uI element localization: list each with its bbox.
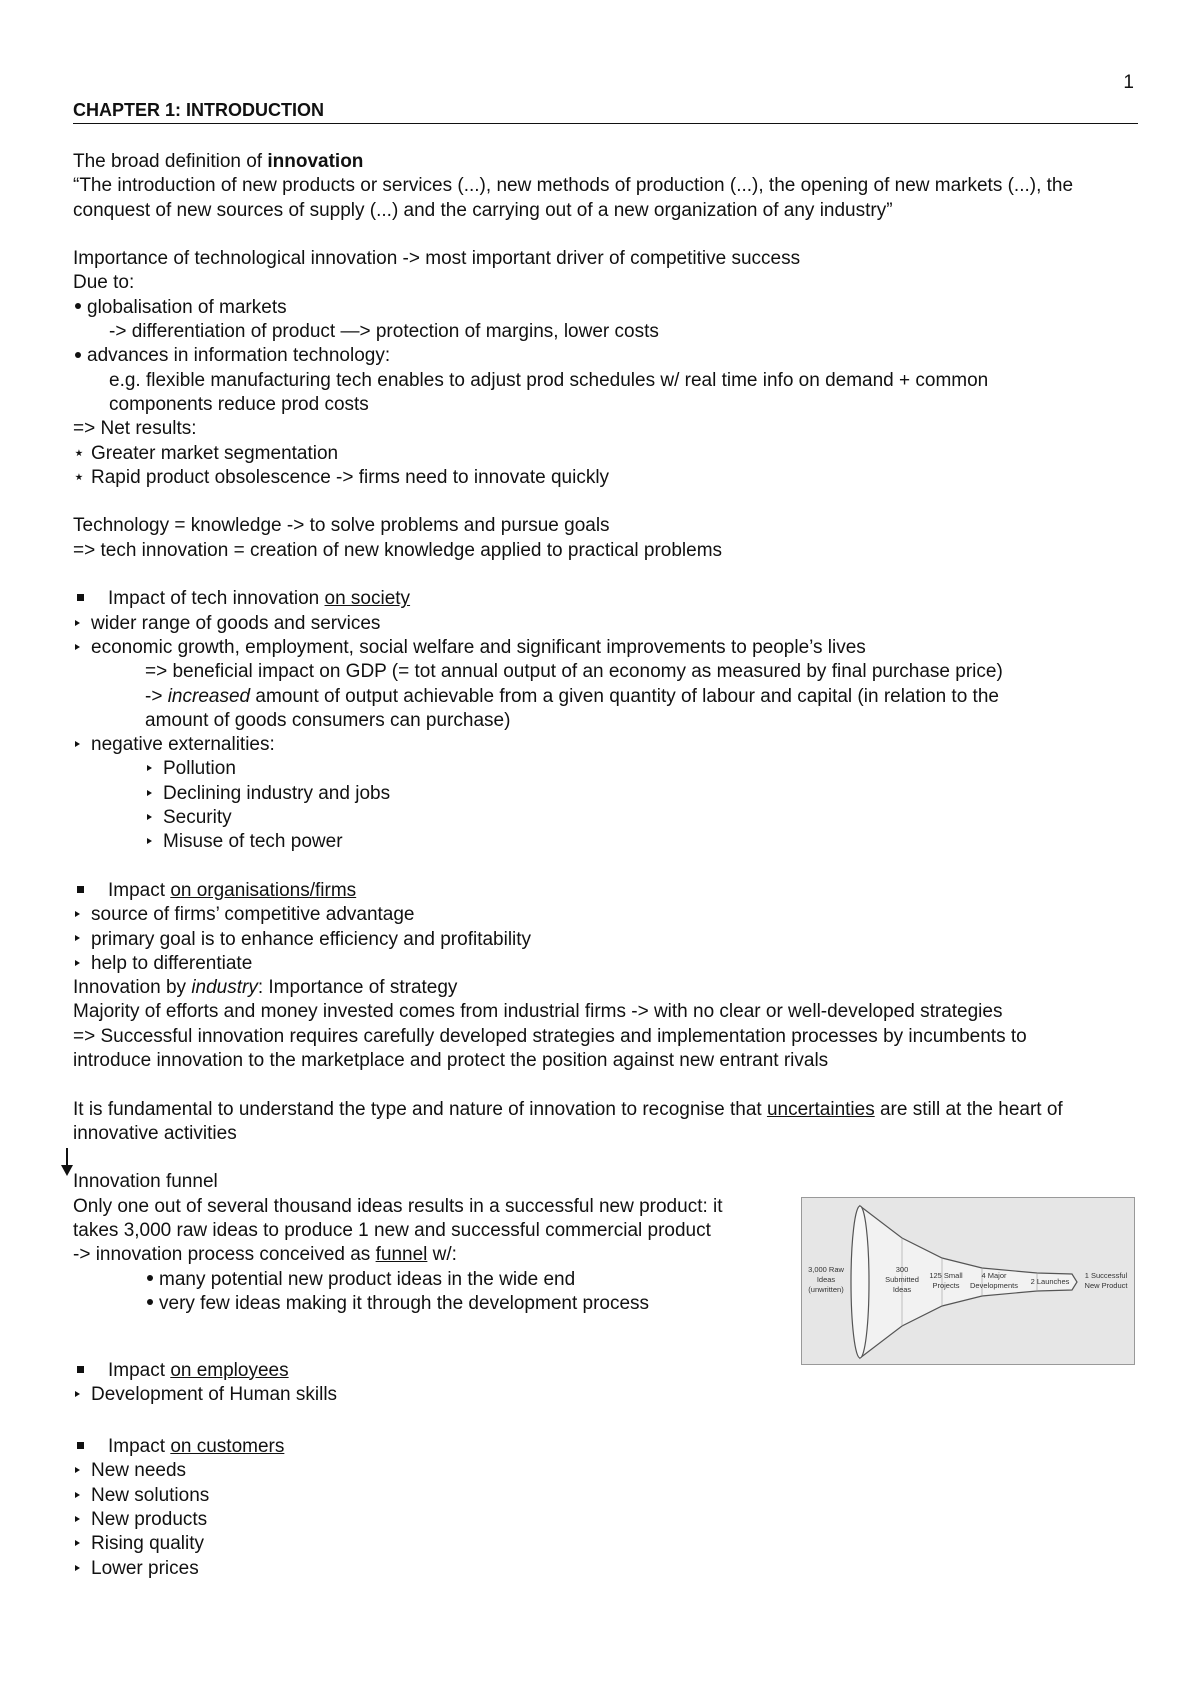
technology-line-2: => tech innovation = creation of new knowledge applied to practical problems [73,539,723,561]
list-item: Rising quality [73,1532,1138,1556]
triangle-bullet-icon [75,1516,80,1522]
list-subitem: many potential new product ideas in the wide end [73,1268,1138,1292]
funnel-label-submitted-1: 300 [895,1265,909,1274]
square-bullet-icon [77,886,84,893]
list-subitem: => beneficial impact on GDP (= tot annual output of an economy as measured by final purchase price) [145,661,1003,683]
triangle-bullet-icon [75,1492,80,1498]
funnel-label-submitted-3: Ideas [892,1285,912,1294]
triangle-bullet-icon [147,838,152,844]
success-line-2: introduce innovation to the marketplace and protect the position against new entrant rivals [73,1049,829,1071]
list-item: globalisation of markets [73,296,1138,320]
funnel-title: Innovation funnel [73,1171,218,1193]
innovation-funnel-diagram [801,1197,1135,1365]
list-subitem: amount of goods consumers can purchase) [145,709,511,731]
list-item: New needs [73,1459,1138,1483]
innovation-term: innovation [267,151,364,172]
list-item: New solutions [73,1484,1138,1508]
triangle-bullet-icon [75,741,80,747]
list-subitem: Misuse of tech power [73,830,1138,854]
fundamental-line-1: It is fundamental to understand the type and nature of innovation to recognise that uncertainties are still at the heart of [73,1098,1063,1120]
funnel-line-3: -> innovation process conceived as funnel w/: [73,1244,457,1266]
majority-line: Majority of efforts and money invested comes from industrial firms -> with no clear or well-developed strategies [73,1001,1003,1023]
definition-quote-line-2: conquest of new sources of supply (...) and the carrying out of a new organization of any industry” [73,199,893,221]
document-body [73,150,1138,1581]
square-bullet-icon [77,594,84,601]
list-subitem: Security [73,806,1138,830]
page-number: 1 [1123,72,1134,93]
list-item: advances in information technology: [73,344,1138,368]
definition-quote-line-1: “The introduction of new products or services (...), new methods of production (...), the opening of new markets (...), the [73,175,1074,197]
bullet-dot-icon [147,1299,153,1305]
funnel-label-small-2: Projects [932,1281,960,1290]
technology-line-1: Technology = knowledge -> to solve problems and pursue goals [73,515,610,537]
section-heading-customers: Impact on customers [73,1435,1138,1459]
funnel-label-major-1: 4 Major [981,1271,1007,1280]
triangle-bullet-icon [75,935,80,941]
list-item: Lower prices [73,1557,1138,1581]
triangle-bullet-icon [75,1565,80,1571]
list-item: New products [73,1508,1138,1532]
chapter-title: CHAPTER 1: INTRODUCTION [73,100,1138,124]
bullet-dot-icon [75,352,81,358]
list-subitem: -> differentiation of product —> protection of margins, lower costs [109,321,659,343]
section-heading-society: Impact of tech innovation on society [73,587,1138,611]
list-item: source of firms’ competitive advantage [73,903,1138,927]
funnel-label-raw-1: 3,000 Raw [808,1265,844,1274]
triangle-bullet-icon [75,960,80,966]
triangle-bullet-icon [75,1540,80,1546]
list-item: wider range of goods and services [73,612,1138,636]
due-to-label: Due to: [73,272,135,294]
funnel-label-success-2: New Product [1084,1281,1128,1290]
funnel-label-small-1: 125 Small [929,1271,963,1280]
funnel-label-submitted-2: Submitted [885,1275,919,1284]
funnel-label-major-2: Developments [970,1281,1018,1290]
list-subitem: Pollution [73,757,1138,781]
star-bullet-icon: ⋆ [73,466,85,488]
importance-line: Importance of technological innovation -> most important driver of competitive success [73,248,801,270]
funnel-label-success-1: 1 Successful [1084,1271,1128,1280]
list-item: negative externalities: [73,733,1138,757]
funnel-label-raw-2: Ideas [816,1275,836,1284]
fundamental-line-2: innovative activities [73,1122,237,1144]
arrow-down-icon [60,1148,74,1178]
bullet-dot-icon [147,1275,153,1281]
list-subitem: very few ideas making it through the development process [73,1292,1138,1316]
industry-strategy-line: Innovation by industry: Importance of strategy [73,977,458,999]
list-item: economic growth, employment, social welfare and significant improvements to people’s lives [73,636,1138,660]
list-subitem: Declining industry and jobs [73,782,1138,806]
triangle-bullet-icon [147,814,152,820]
list-item: ⋆ Rapid product obsolescence -> firms need to innovate quickly [73,466,1138,490]
triangle-bullet-icon [147,765,152,771]
funnel-label-raw-3: (unwritten) [808,1285,844,1294]
triangle-bullet-icon [75,911,80,917]
list-item: ⋆ Greater market segmentation [73,442,1138,466]
list-item: Development of Human skills [73,1383,1138,1407]
definition-heading: The broad definition of innovation [73,151,364,172]
section-heading-employees: Impact on employees [73,1359,1138,1383]
bullet-dot-icon [75,303,81,309]
funnel-label-launches: 2 Launches [1030,1277,1070,1286]
list-subitem: components reduce prod costs [109,393,369,415]
net-results-label: => Net results: [73,418,197,440]
funnel-line-1: Only one out of several thousand ideas results in a successful new product: it [73,1195,723,1217]
triangle-bullet-icon [75,1391,80,1397]
list-item: primary goal is to enhance efficiency and profitability [73,928,1138,952]
triangle-bullet-icon [75,620,80,626]
list-subitem: e.g. flexible manufacturing tech enables to adjust prod schedules w/ real time info on demand + common [109,369,989,391]
success-line-1: => Successful innovation requires carefully developed strategies and implementation processes by incumbents to [73,1025,1027,1047]
funnel-line-2: takes 3,000 raw ideas to produce 1 new and successful commercial product [73,1220,711,1242]
triangle-bullet-icon [75,1467,80,1473]
triangle-bullet-icon [147,790,152,796]
square-bullet-icon [77,1442,84,1449]
section-heading-firms: Impact on organisations/firms [73,879,1138,903]
list-subitem: -> increased amount of output achievable from a given quantity of labour and capital (in relation to the [145,685,999,707]
star-bullet-icon: ⋆ [73,442,85,464]
square-bullet-icon [77,1366,84,1373]
list-item: help to differentiate [73,952,1138,976]
triangle-bullet-icon [75,644,80,650]
